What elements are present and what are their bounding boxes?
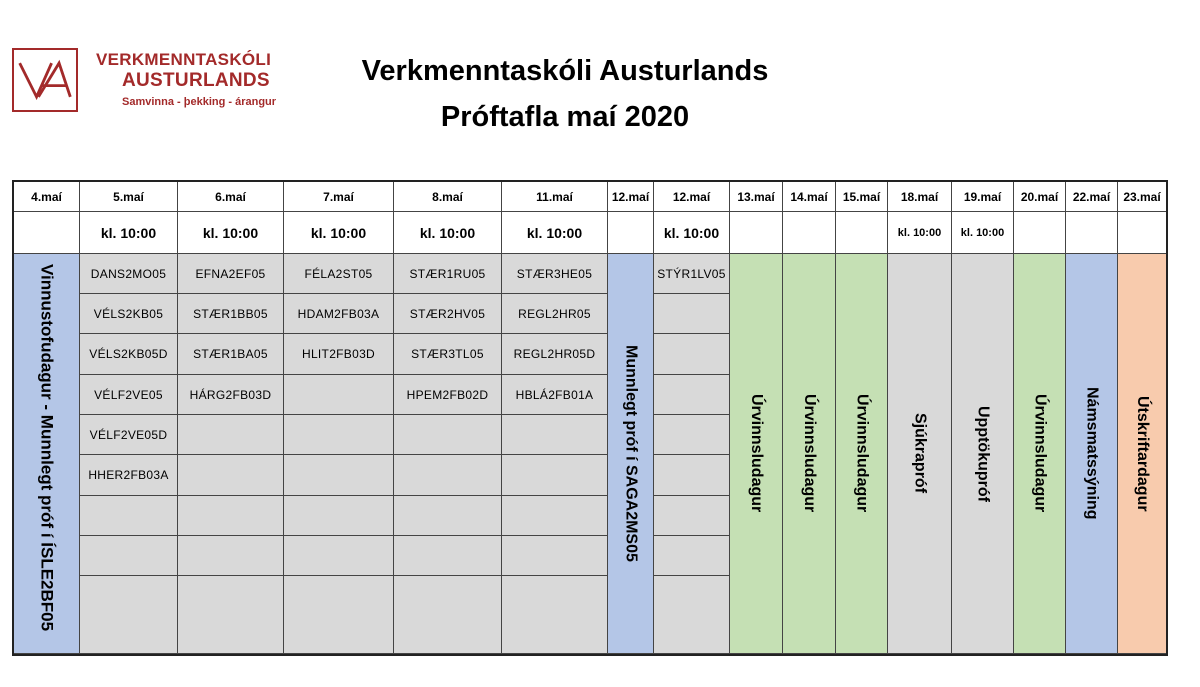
day-label: Munnlegt próf í SAGA2MS05 — [622, 345, 640, 562]
date-header: 11.maí — [502, 182, 608, 212]
exam-cell: VÉLS2KB05 — [80, 294, 178, 334]
school-logo — [12, 48, 302, 118]
exam-cell: HLIT2FB03D — [284, 334, 394, 375]
exam-cell: STÆR1BB05 — [178, 294, 284, 334]
exam-cell — [654, 455, 730, 496]
exam-cell: HÁRG2FB03D — [178, 375, 284, 415]
day-label: Útskriftardagur — [1134, 395, 1152, 512]
exam-cell — [80, 496, 178, 536]
day-label: Úrvinnsludagur — [748, 394, 766, 513]
exam-cell: HDAM2FB03A — [284, 294, 394, 334]
exam-cell: REGL2HR05 — [502, 294, 608, 334]
exam-cell: STÝR1LV05 — [654, 254, 730, 294]
day-label: Vinnustofudagur - Munnlegt próf í ÍSLE2BF05 — [37, 263, 57, 631]
exam-cell — [654, 576, 730, 654]
exam-cell: FÉLA2ST05 — [284, 254, 394, 294]
day-label-cell — [783, 254, 836, 654]
exam-cell: STÆR1BA05 — [178, 334, 284, 375]
time-slot — [608, 212, 654, 254]
logo-name-line1: VERKMENNTASKÓLI — [96, 50, 272, 69]
day-label: Námsmatssýning — [1083, 387, 1101, 520]
exam-cell — [502, 415, 608, 455]
day-label-cell — [888, 254, 952, 654]
time-slot — [1066, 212, 1118, 254]
logo-name-line2: AUSTURLANDS — [122, 70, 270, 91]
time-slot: kl. 10:00 — [952, 212, 1014, 254]
time-slot — [730, 212, 783, 254]
date-header: 14.maí — [783, 182, 836, 212]
time-slot: kl. 10:00 — [80, 212, 178, 254]
page-title: Verkmenntaskóli Austurlands — [361, 55, 769, 87]
day-label: Úrvinnsludagur — [801, 394, 819, 513]
time-slot — [1014, 212, 1066, 254]
day-label: Upptökupróf — [974, 405, 992, 502]
day-label-cell — [730, 254, 783, 654]
exam-cell — [178, 496, 284, 536]
exam-cell — [654, 375, 730, 415]
date-header: 23.maí — [1118, 182, 1166, 212]
exam-cell — [654, 294, 730, 334]
exam-cell: DANS2MO05 — [80, 254, 178, 294]
exam-cell — [394, 536, 502, 576]
exam-cell — [502, 455, 608, 496]
exam-cell — [654, 334, 730, 375]
exam-cell: STÆR1RU05 — [394, 254, 502, 294]
exam-cell — [80, 536, 178, 576]
exam-cell — [394, 415, 502, 455]
exam-cell: HPEM2FB02D — [394, 375, 502, 415]
exam-cell: STÆR3HE05 — [502, 254, 608, 294]
date-header: 5.maí — [80, 182, 178, 212]
date-header: 18.maí — [888, 182, 952, 212]
day-label: Úrvinnsludagur — [853, 394, 871, 513]
exam-cell — [178, 415, 284, 455]
date-header: 12.maí — [654, 182, 730, 212]
time-slot: kl. 10:00 — [888, 212, 952, 254]
exam-cell: STÆR2HV05 — [394, 294, 502, 334]
exam-cell: REGL2HR05D — [502, 334, 608, 375]
exam-cell — [284, 536, 394, 576]
exam-cell: STÆR3TL05 — [394, 334, 502, 375]
day-label-cell — [14, 254, 80, 654]
exam-cell — [284, 455, 394, 496]
exam-cell — [502, 536, 608, 576]
exam-cell: EFNA2EF05 — [178, 254, 284, 294]
time-slot: kl. 10:00 — [502, 212, 608, 254]
exam-cell — [394, 576, 502, 654]
date-header: 4.maí — [14, 182, 80, 212]
exam-cell — [284, 576, 394, 654]
date-header: 13.maí — [730, 182, 783, 212]
day-label-cell — [836, 254, 888, 654]
time-slot — [1118, 212, 1166, 254]
date-header: 12.maí — [608, 182, 654, 212]
exam-cell — [178, 455, 284, 496]
exam-cell — [284, 496, 394, 536]
day-label-cell — [1014, 254, 1066, 654]
time-slot — [836, 212, 888, 254]
date-header: 7.maí — [284, 182, 394, 212]
exam-schedule-table — [12, 180, 1168, 656]
date-header: 8.maí — [394, 182, 502, 212]
exam-cell — [80, 576, 178, 654]
date-header: 20.maí — [1014, 182, 1066, 212]
exam-cell: VÉLS2KB05D — [80, 334, 178, 375]
date-header: 19.maí — [952, 182, 1014, 212]
time-slot: kl. 10:00 — [178, 212, 284, 254]
page-subtitle: Próftafla maí 2020 — [440, 101, 690, 133]
exam-cell: VÉLF2VE05 — [80, 375, 178, 415]
day-label-cell — [1118, 254, 1166, 654]
time-slot: kl. 10:00 — [284, 212, 394, 254]
logo-emblem-icon — [12, 48, 78, 112]
exam-cell — [654, 496, 730, 536]
exam-cell — [394, 496, 502, 536]
exam-cell — [178, 536, 284, 576]
day-label-cell — [952, 254, 1014, 654]
day-label: Úrvinnsludagur — [1031, 394, 1049, 513]
day-label-cell — [1066, 254, 1118, 654]
exam-cell — [284, 375, 394, 415]
date-header: 22.maí — [1066, 182, 1118, 212]
exam-cell — [654, 536, 730, 576]
exam-cell — [178, 576, 284, 654]
exam-cell: HBLÁ2FB01A — [502, 375, 608, 415]
logo-tagline: Samvinna - þekking - árangur — [122, 96, 277, 108]
exam-cell — [502, 496, 608, 536]
exam-cell: HHER2FB03A — [80, 455, 178, 496]
date-header: 15.maí — [836, 182, 888, 212]
exam-cell — [394, 455, 502, 496]
day-label-cell — [608, 254, 654, 654]
time-slot: kl. 10:00 — [654, 212, 730, 254]
time-slot — [783, 212, 836, 254]
time-slot: kl. 10:00 — [394, 212, 502, 254]
exam-cell: VÉLF2VE05D — [80, 415, 178, 455]
day-label: Sjúkrapróf — [911, 413, 929, 494]
exam-cell — [284, 415, 394, 455]
exam-cell — [502, 576, 608, 654]
exam-cell — [654, 415, 730, 455]
date-header: 6.maí — [178, 182, 284, 212]
time-slot — [14, 212, 80, 254]
